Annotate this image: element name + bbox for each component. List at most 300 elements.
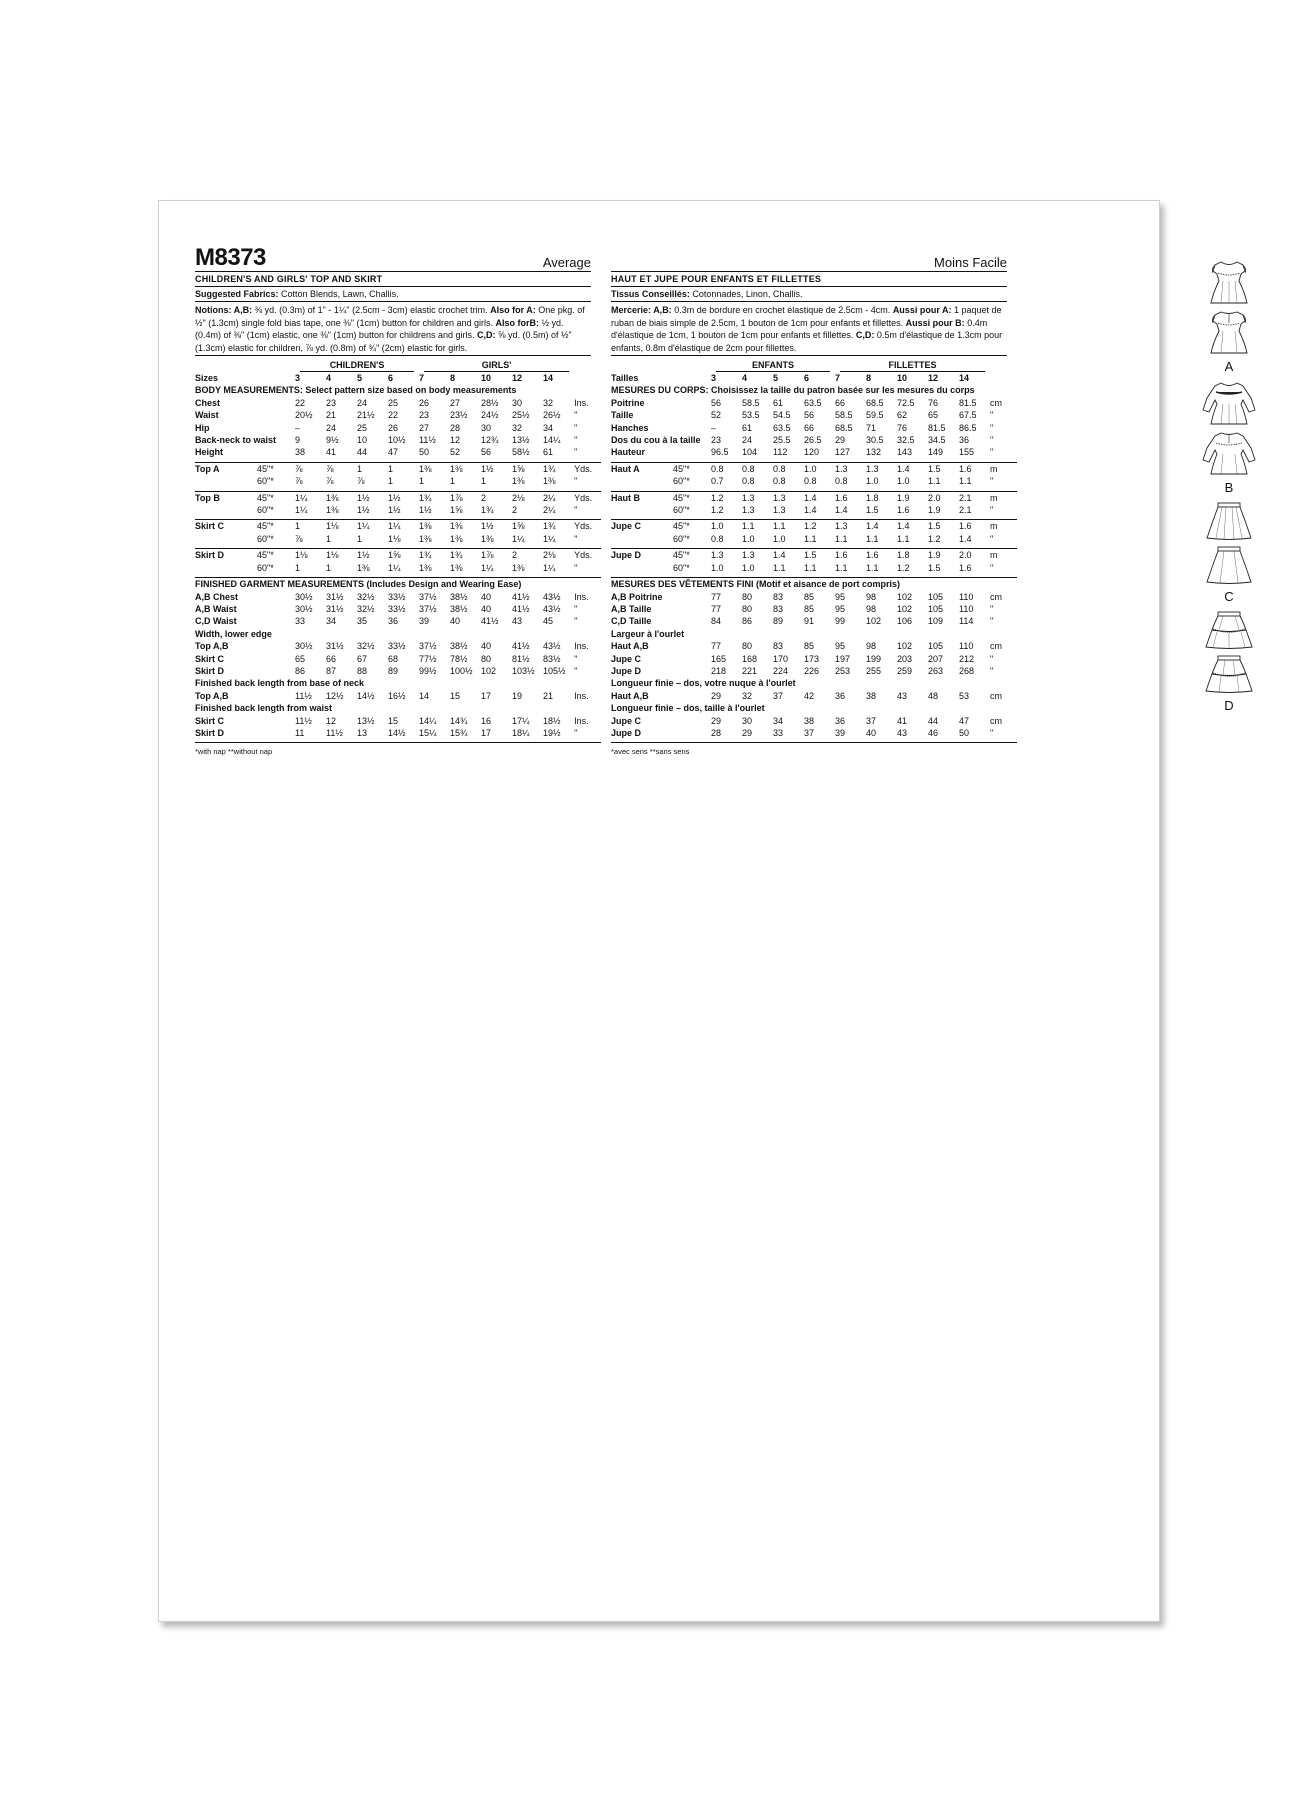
measurement-row <box>195 549 601 562</box>
row-label: Haut A <box>611 463 640 474</box>
measurement-row <box>195 562 601 574</box>
size-value: 199 <box>866 653 882 664</box>
row-label: A,B Poitrine <box>611 591 663 602</box>
size-value: 80 <box>742 603 753 614</box>
row-label: Taille <box>611 410 634 421</box>
size-value: 1.1 <box>804 562 817 573</box>
size-value: 2.1 <box>959 505 972 516</box>
size-value: 1.3 <box>742 505 755 516</box>
size-value: 168 <box>742 653 758 664</box>
measurement-row <box>611 615 1017 627</box>
row-label: Jupe C <box>611 715 642 726</box>
section-heading-row <box>611 384 1017 396</box>
size-value: 95 <box>835 641 846 652</box>
fabric-width <box>257 615 295 627</box>
footnote-fr: *avec sens **sans sens <box>611 747 690 757</box>
unit: " <box>990 533 994 544</box>
size-value: 33½ <box>388 591 406 602</box>
fabric-width <box>257 397 295 409</box>
size-value: 67.5 <box>959 410 977 421</box>
size-value: 32½ <box>357 603 375 614</box>
measurement-row <box>611 491 1017 504</box>
size-value: 33½ <box>388 641 406 652</box>
size-value: 1½ <box>388 492 401 503</box>
fabric-width <box>257 690 295 702</box>
unit: cm <box>990 715 1003 726</box>
size-value: 40 <box>481 603 492 614</box>
pattern-title: CHILDREN'S AND GIRLS' TOP AND SKIRT <box>195 272 591 287</box>
size-value: 11½ <box>295 715 312 726</box>
size-value: 65 <box>295 653 306 664</box>
size-value: 1.1 <box>866 562 879 573</box>
unit: " <box>574 422 578 433</box>
fabric-width <box>673 690 711 702</box>
size-value: 15 <box>388 715 399 726</box>
unit: Yds. <box>574 521 593 532</box>
size-value: 36 <box>959 435 970 446</box>
fabrics-label: Suggested Fabrics: <box>195 289 279 299</box>
size-value: 253 <box>835 665 851 676</box>
size-value: 105 <box>928 591 944 602</box>
size-value: 1¾ <box>450 550 463 561</box>
size-value: 30½ <box>295 641 313 652</box>
notions-text-a-fr: 1 paquet de ruban de biais simple de 2.5cm, 1 bouton de 1cm pour enfants et fillettes. <box>611 305 1002 328</box>
fabric-width <box>257 446 295 458</box>
size-value: 1¼ <box>543 533 556 544</box>
size-value: 41½ <box>512 603 530 614</box>
unit: " <box>574 505 578 516</box>
size-value: 47 <box>388 447 399 458</box>
size-value: 14¾ <box>450 715 468 726</box>
measurement-row <box>611 434 1017 446</box>
size-value: 88 <box>357 665 368 676</box>
unit: " <box>990 665 994 676</box>
unit: Ins. <box>574 715 589 726</box>
unit: " <box>990 476 994 487</box>
size-value: 23 <box>326 397 337 408</box>
row-label: Hauteur <box>611 447 646 458</box>
size-value: 45 <box>543 616 554 627</box>
size-value: 8 <box>866 373 872 383</box>
size-value: ⅞ <box>295 476 303 487</box>
fabric-width: 45"* <box>673 521 690 532</box>
group-fillettes: FILLETTES <box>835 358 990 372</box>
size-value: ⅞ <box>326 476 334 487</box>
size-value: 77 <box>711 641 722 652</box>
size-value: 15 <box>450 690 461 701</box>
size-value: 32.5 <box>897 435 915 446</box>
size-value: 197 <box>835 653 851 664</box>
size-value: 1⅜ <box>450 562 463 573</box>
size-value: 24 <box>742 435 753 446</box>
unit: Ins. <box>574 641 589 652</box>
size-value: 1⅛ <box>326 521 339 532</box>
size-value: 81½ <box>512 653 530 664</box>
size-value: 1¼ <box>388 562 401 573</box>
size-value: 1½ <box>357 550 370 561</box>
row-label: Skirt C <box>195 715 225 726</box>
unit: " <box>574 616 578 627</box>
footnote: *with nap **without nap <box>195 747 273 757</box>
size-value: 212 <box>959 653 975 664</box>
view-c-front-sketch <box>1204 501 1254 541</box>
size-value: 99½ <box>419 665 437 676</box>
measurement-row <box>611 690 1017 702</box>
size-value: 1 <box>481 476 487 487</box>
size-value: 263 <box>928 665 944 676</box>
size-value: 56 <box>481 447 492 458</box>
unit: Yds. <box>574 463 593 474</box>
unit: " <box>990 616 994 627</box>
size-value: 98 <box>866 641 877 652</box>
size-value: 14½ <box>388 727 406 738</box>
size-value: 255 <box>866 665 882 676</box>
size-chart-english <box>195 358 601 743</box>
size-value: 1 <box>388 476 394 487</box>
measurement-row <box>195 653 601 665</box>
section-heading: Width, lower edge <box>195 628 272 639</box>
size-value: 77 <box>711 591 722 602</box>
row-label: Hanches <box>611 422 649 433</box>
size-value: 103½ <box>512 665 535 676</box>
size-value: 32 <box>742 690 753 701</box>
size-value: 89 <box>773 616 784 627</box>
size-value: 36 <box>835 690 846 701</box>
measurement-row <box>611 446 1017 458</box>
size-value: 1⅛ <box>295 550 308 561</box>
size-value: 11½ <box>419 435 436 446</box>
size-value: 38½ <box>450 591 468 602</box>
measurement-row <box>611 409 1017 421</box>
french-column <box>611 247 1007 759</box>
size-value: 68.5 <box>835 422 853 433</box>
section-heading-row <box>195 384 601 396</box>
row-label: Top A,B <box>195 690 229 701</box>
row-label: Skirt C <box>195 521 225 532</box>
size-value: 1.1 <box>866 533 879 544</box>
fabric-width: 60"* <box>257 562 274 573</box>
size-value: 56 <box>711 397 722 408</box>
measurement-row <box>611 665 1017 677</box>
measurement-row <box>611 397 1017 409</box>
size-value: 1.0 <box>866 476 879 487</box>
size-value: 14¼ <box>419 715 437 726</box>
size-value: 25½ <box>512 410 530 421</box>
size-value: 4 <box>326 373 332 383</box>
measurement-row <box>195 591 601 603</box>
size-value: 1⅜ <box>512 562 525 573</box>
size-value: 1⅝ <box>512 521 525 532</box>
size-value: 102 <box>866 616 882 627</box>
row-label: Back-neck to waist <box>195 435 277 446</box>
view-b-back-sketch <box>1199 430 1259 476</box>
pattern-title-fr: HAUT ET JUPE POUR ENFANTS ET FILLETTES <box>611 272 1007 287</box>
size-value: 22 <box>295 397 306 408</box>
measurement-row <box>611 640 1017 652</box>
size-value: 42 <box>804 690 815 701</box>
size-value: 1⅛ <box>388 533 401 544</box>
size-value: 95 <box>835 603 846 614</box>
row-label: Jupe D <box>611 665 642 676</box>
fabric-width: 45"* <box>257 550 274 561</box>
size-value: 53 <box>959 690 970 701</box>
size-value: 47 <box>959 715 970 726</box>
size-value: 7 <box>835 373 841 383</box>
size-value: 40 <box>866 727 877 738</box>
view-letter-c: C <box>1224 589 1234 604</box>
notions-label-a: Also for A: <box>490 305 536 315</box>
measurement-row <box>195 715 601 727</box>
unit: " <box>574 727 578 738</box>
size-value: 58.5 <box>835 410 853 421</box>
size-value: 53.5 <box>742 410 760 421</box>
measurement-row <box>611 591 1017 603</box>
size-value: 1.3 <box>866 463 879 474</box>
fabric-width: 60"* <box>673 562 690 573</box>
size-value: 43½ <box>543 591 561 602</box>
size-value: 1.3 <box>773 492 786 503</box>
size-value: 37½ <box>419 603 437 614</box>
size-value: 1¾ <box>419 550 432 561</box>
rule-line <box>195 739 601 743</box>
measurement-row <box>611 533 1017 545</box>
size-value: 63.5 <box>773 422 791 433</box>
size-value: 66 <box>835 397 846 408</box>
size-value: 120 <box>804 447 820 458</box>
size-value: 1 <box>419 476 425 487</box>
notions-text-b: ½ yd. (0.4m) of ⅜" (1cm) elastic, one ⅜" (1cm) button for childrens and girls. <box>195 317 564 340</box>
unit: " <box>574 476 578 487</box>
size-value: 2¼ <box>543 505 556 516</box>
size-value: 1¼ <box>295 505 308 516</box>
notions-text-cd: ⅝ yd. (0.5m) of ½" (1.3cm) elastic for children, ⅞ yd. (0.8m) of ¾" (2cm) elastic for girls. <box>195 330 572 353</box>
size-value: 12 <box>928 373 939 383</box>
unit: Yds. <box>574 492 593 503</box>
fabric-width: 60"* <box>257 476 274 487</box>
difficulty-label-fr: Moins Facile <box>934 255 1007 270</box>
size-value: 0.8 <box>742 476 755 487</box>
row-label: Poitrine <box>611 397 645 408</box>
size-value: 1.4 <box>959 533 972 544</box>
size-value: 31½ <box>326 603 344 614</box>
measurement-row <box>195 533 601 545</box>
size-value: 11 <box>295 727 305 738</box>
size-value: 1.0 <box>897 476 910 487</box>
fabric-width <box>673 665 711 677</box>
size-value: 78½ <box>450 653 468 664</box>
unit <box>574 372 601 384</box>
fabric-width <box>673 591 711 603</box>
size-value: 2.0 <box>928 492 941 503</box>
size-value: 16 <box>481 715 492 726</box>
size-value: 52 <box>711 410 722 421</box>
measurement-row <box>195 603 601 615</box>
fabric-width: 45"* <box>673 463 690 474</box>
size-value: 1.8 <box>866 492 879 503</box>
size-value: 30 <box>742 715 753 726</box>
size-value: 25 <box>357 422 368 433</box>
size-value: 43 <box>897 690 908 701</box>
row-label <box>195 533 257 545</box>
section-heading-row <box>195 702 601 714</box>
size-value: 34 <box>543 422 554 433</box>
notions-label-cd-fr: C,D: <box>855 330 875 340</box>
size-value: 84 <box>711 616 722 627</box>
view-c-back-sketch <box>1204 545 1254 585</box>
size-value: 15¼ <box>419 727 437 738</box>
size-value: 61 <box>543 447 554 458</box>
size-value: 29 <box>742 727 753 738</box>
size-value: 95 <box>835 591 846 602</box>
size-value: 14¼ <box>543 435 561 446</box>
notions-text-cd-fr: 0.5m d'élastique de 1.3cm pour enfants, 0.8m d'élastique de 2cm pour fillettes. <box>611 330 1003 353</box>
measurement-row <box>611 653 1017 665</box>
size-value: 46 <box>928 727 939 738</box>
view-d-back-sketch <box>1203 654 1255 694</box>
unit: cm <box>990 641 1003 652</box>
size-value: 33 <box>773 727 784 738</box>
size-value: 1.6 <box>835 492 848 503</box>
fabrics-text-fr: Cotonnades, Linon, Challis. <box>689 289 803 299</box>
size-value: 1 <box>450 476 456 487</box>
size-value: 1.3 <box>711 550 724 561</box>
view-b-front-sketch <box>1199 380 1259 426</box>
size-value: 9 <box>295 435 301 446</box>
size-value: 20½ <box>295 410 313 421</box>
size-value: 12 <box>512 373 523 383</box>
size-value: 1⅜ <box>481 533 494 544</box>
size-value: 105 <box>928 641 944 652</box>
french-header <box>611 247 1007 272</box>
sizes-row <box>611 372 1017 384</box>
rule-cell <box>195 739 601 743</box>
notions-text-fr: 0.3m de bordure en crochet élastique de 2.5cm - 4cm. <box>671 305 893 315</box>
size-value: 2 <box>481 492 487 503</box>
unit: " <box>990 603 994 614</box>
size-value: 17 <box>481 727 492 738</box>
size-value: 1.3 <box>742 492 755 503</box>
measurement-row <box>195 665 601 677</box>
row-label: A,B Waist <box>195 603 237 614</box>
size-value: 44 <box>928 715 939 726</box>
size-value: 1.1 <box>804 533 817 544</box>
size-value: 1.5 <box>804 550 817 561</box>
notions-text-a: One pkg. of ½" (1.3cm) single fold bias tape, one ⅜" (1cm) button for children and girls. <box>195 305 585 328</box>
row-label: A,B Chest <box>195 591 239 602</box>
size-value: 23½ <box>450 410 468 421</box>
size-value: 28½ <box>481 397 499 408</box>
size-value: 1⅜ <box>326 492 339 503</box>
size-value: 14 <box>419 690 430 701</box>
unit: " <box>574 603 578 614</box>
size-value: 26.5 <box>804 435 822 446</box>
size-value: 132 <box>866 447 882 458</box>
row-label: Height <box>195 447 223 458</box>
size-value: 65 <box>928 410 939 421</box>
section-heading: Finished back length from base of neck <box>195 678 365 689</box>
size-value: 62 <box>897 410 908 421</box>
size-value: 38½ <box>450 603 468 614</box>
size-value: 11½ <box>326 727 343 738</box>
fabric-width: 45"* <box>257 492 274 503</box>
size-value: 224 <box>773 665 789 676</box>
unit: " <box>990 653 994 664</box>
size-value: 81.5 <box>959 397 977 408</box>
size-value: 44 <box>357 447 368 458</box>
size-value: 16½ <box>388 690 406 701</box>
size-value: 30½ <box>295 603 313 614</box>
size-value: 1 <box>295 521 301 532</box>
section-heading: Longueur finie – dos, votre nuque à l'ourlet <box>611 678 796 689</box>
view-letter-d: D <box>1224 698 1234 713</box>
size-value: 1.3 <box>742 550 755 561</box>
unit: Ins. <box>574 690 589 701</box>
size-value: 155 <box>959 447 975 458</box>
size-value: 268 <box>959 665 975 676</box>
measurement-row <box>611 603 1017 615</box>
size-value: 41 <box>326 447 337 458</box>
size-value: 38 <box>804 715 815 726</box>
size-value: 102 <box>897 591 913 602</box>
size-value: 43½ <box>543 641 561 652</box>
size-value: 102 <box>481 665 497 676</box>
size-value: 37½ <box>419 591 437 602</box>
measurement-row <box>195 520 601 533</box>
view-sketches <box>1179 259 1279 719</box>
view-letter-b: B <box>1224 480 1234 495</box>
size-value: 165 <box>711 653 727 664</box>
size-value: 1.5 <box>866 505 879 516</box>
size-value: 19½ <box>543 727 561 738</box>
size-value: 39 <box>419 616 430 627</box>
english-header <box>195 244 591 272</box>
fabric-width: 60"* <box>673 476 690 487</box>
section-heading-row <box>611 578 1017 591</box>
group-enfants: ENFANTS <box>711 358 835 372</box>
size-value: 1.4 <box>804 492 817 503</box>
unit: " <box>990 422 994 433</box>
size-value: 10 <box>897 373 908 383</box>
size-value: 41½ <box>481 616 499 627</box>
size-value: 6 <box>804 373 810 383</box>
size-value: 218 <box>711 665 727 676</box>
size-value: 40 <box>481 641 492 652</box>
size-value: 1.6 <box>897 505 910 516</box>
size-value: 2⅛ <box>543 550 556 561</box>
measurement-row <box>195 446 601 458</box>
measurement-row <box>195 690 601 702</box>
size-value: 29 <box>711 690 722 701</box>
size-value: 28 <box>450 422 461 433</box>
size-value: 31½ <box>326 591 344 602</box>
size-value: 25.5 <box>773 435 791 446</box>
section-heading-row <box>611 702 1017 714</box>
row-label <box>195 504 257 516</box>
view-letter-a: A <box>1224 359 1234 374</box>
measurement-row <box>195 409 601 421</box>
size-value: 12¾ <box>481 435 499 446</box>
size-value: 1.2 <box>928 533 941 544</box>
measurement-row <box>195 727 601 739</box>
unit: m <box>990 521 998 532</box>
row-label <box>611 533 673 545</box>
view-d-front-sketch <box>1203 610 1255 650</box>
size-value: 1.9 <box>928 550 941 561</box>
size-value: 1.1 <box>928 476 941 487</box>
section-heading: BODY MEASUREMENTS: Select pattern size based on body measurements <box>195 385 517 396</box>
pattern-code: M8373 <box>195 244 266 271</box>
unit: " <box>574 447 578 458</box>
